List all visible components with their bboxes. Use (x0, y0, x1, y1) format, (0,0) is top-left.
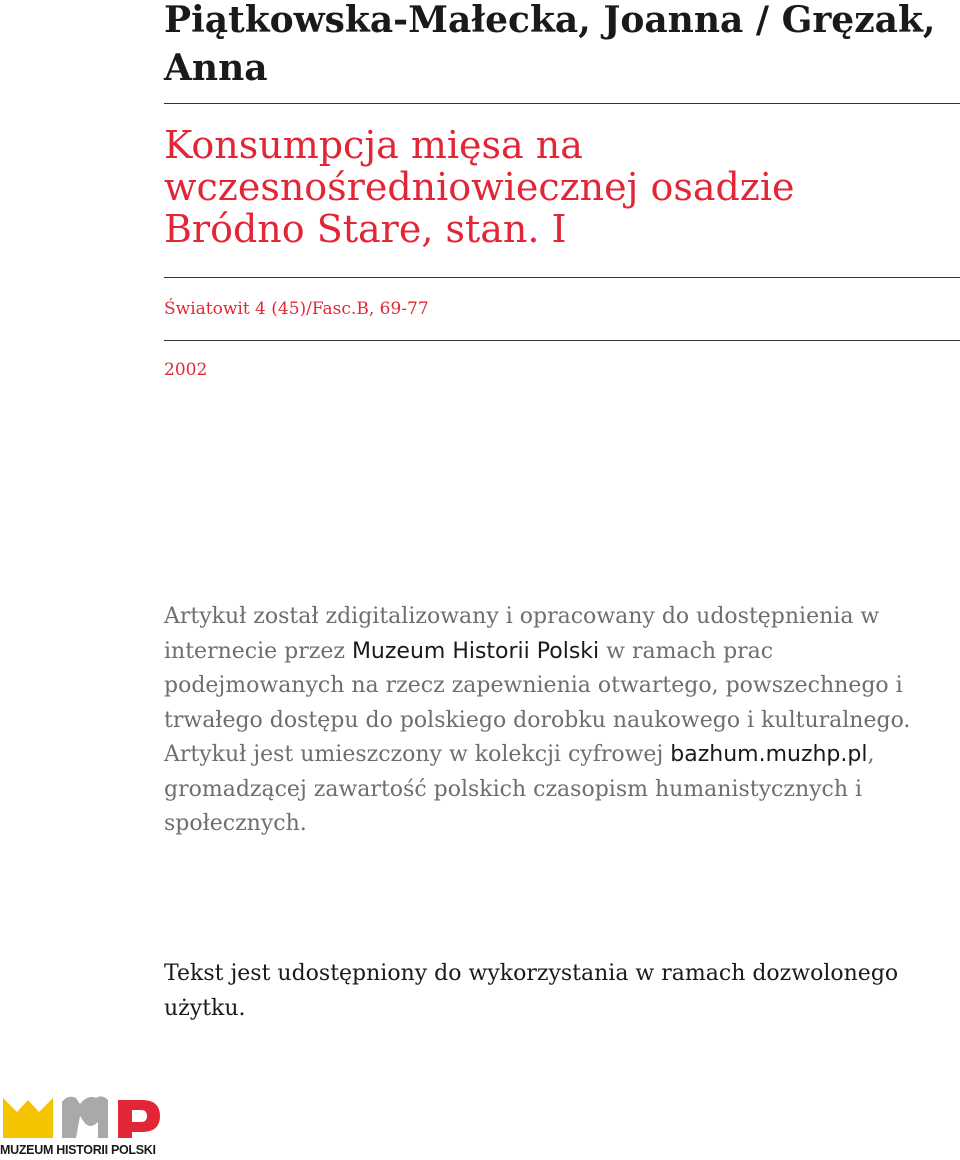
site-link[interactable]: bazhum.muzhp.pl (670, 742, 868, 767)
usage-notice: Tekst jest udostępniony do wykorzystania w ramach dozwolonego użytku. (164, 961, 899, 1021)
divider-middle (164, 277, 960, 278)
statement-text-2: w ramach prac podejmowanych na rzecz zapewnienia otwartego, powszechnego i trwałego dostępu do polskiego dorobku naukowego i kulturalnego. Artykuł jest umieszczony w kolekcji cyfrowej (164, 638, 911, 767)
logo-label: MUZEUM HISTORII POLSKI (0, 1143, 156, 1157)
document-authors: Piątkowska-Małecka, Joanna / Gręzak, Anna (164, 0, 936, 89)
divider-bottom (164, 340, 960, 341)
source-citation: Światowit 4 (45)/Fasc.B, 69-77 (164, 299, 429, 319)
document-title: Konsumpcja mięsa na wczesnośredniowiecznej osadzie Bródno Stare, stan. I (164, 123, 795, 251)
divider-top (164, 103, 960, 104)
statement-text-3: , gromadzącej zawartość polskich czasopism humanistycznych i społecznych. (164, 742, 875, 836)
digitization-statement (164, 600, 924, 842)
institution-link[interactable]: Muzeum Historii Polski (351, 638, 600, 664)
publication-year: 2002 (164, 360, 208, 380)
statement-text-1: Artykuł został zdigitalizowany i opracowany do udostępnienia w internecie przez (164, 604, 880, 664)
